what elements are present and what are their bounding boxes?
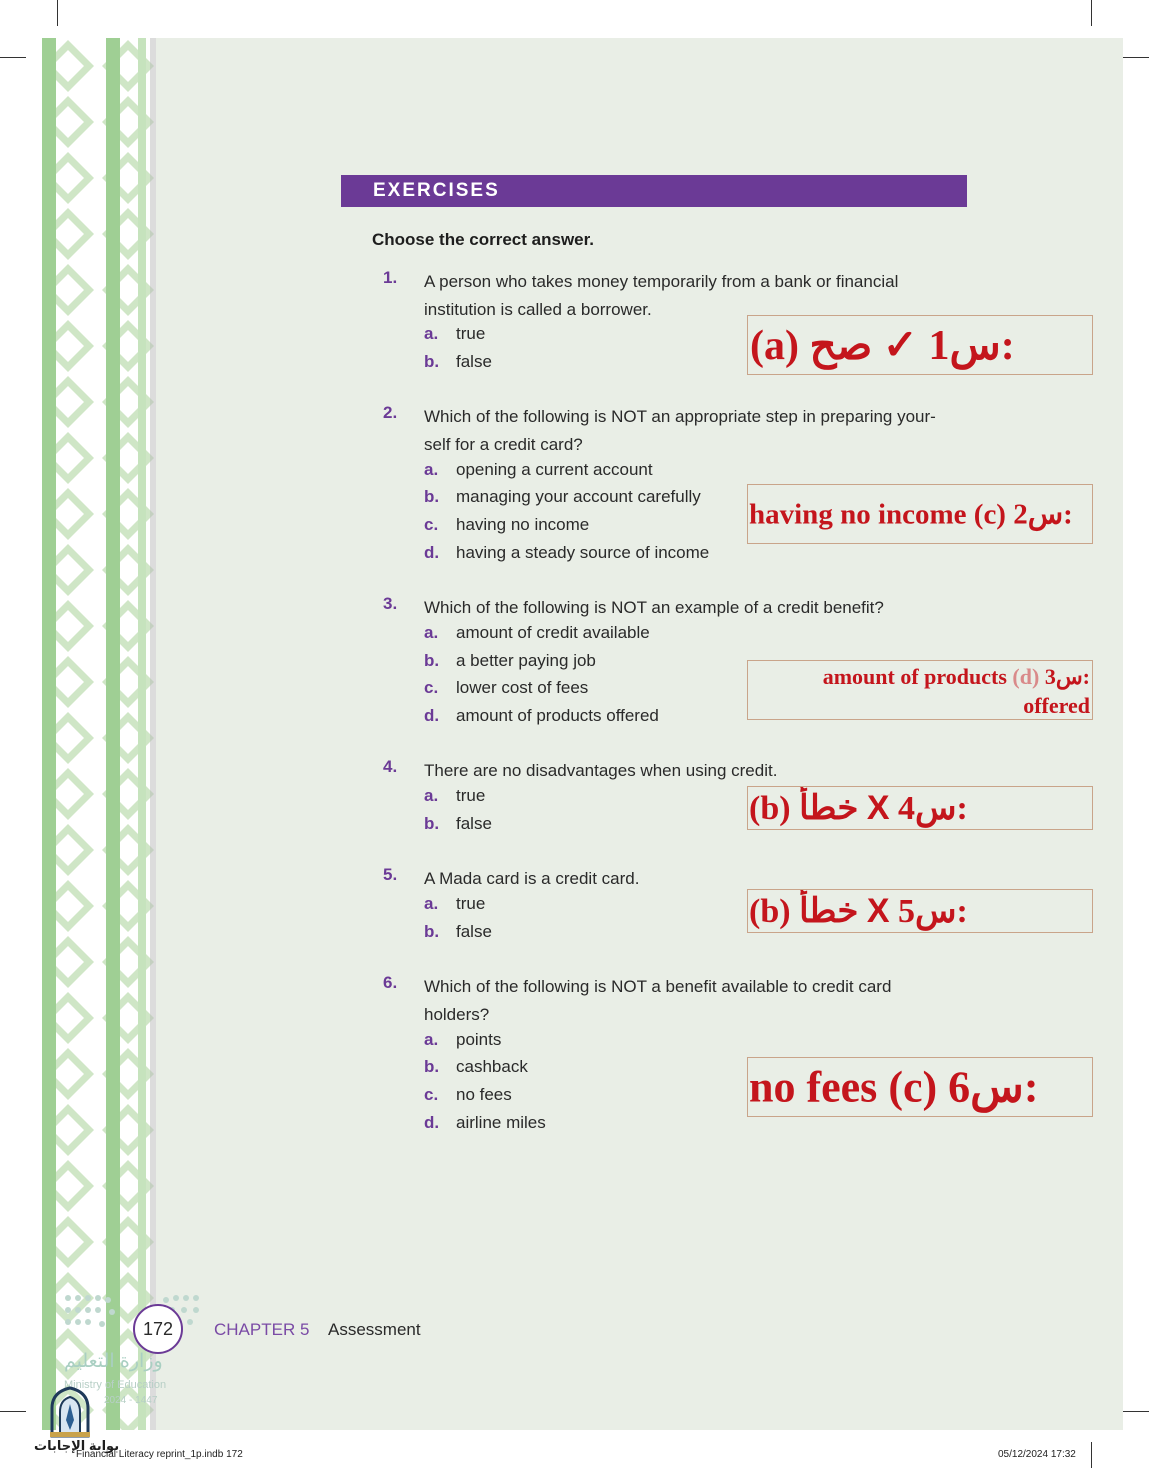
crop-mark bbox=[0, 1411, 26, 1412]
option-b: b. false bbox=[424, 922, 492, 941]
chapter-label: CHAPTER 5 bbox=[214, 1320, 310, 1339]
option-d: d. airline miles bbox=[424, 1113, 546, 1132]
question-number: 2. bbox=[383, 403, 398, 422]
answer-box-6: no fees (c) س6: bbox=[747, 1057, 1093, 1117]
option-b: b. cashback bbox=[424, 1057, 528, 1076]
page-number-badge bbox=[133, 1304, 183, 1354]
exercises-title: EXERCISES bbox=[373, 180, 500, 201]
option-b: b. false bbox=[424, 352, 492, 371]
question-text: Which of the following is NOT a benefit available to credit card holders? bbox=[424, 977, 892, 1024]
site-logo-text: بوابة الإجابات bbox=[34, 1438, 120, 1453]
option-c: c. no fees bbox=[424, 1085, 512, 1104]
answer-box-5: (b) خطأ X س5: bbox=[747, 889, 1093, 933]
option-b: b. false bbox=[424, 814, 492, 833]
check-mark-icon: ✓ bbox=[882, 323, 918, 369]
option-a: a. true bbox=[424, 894, 486, 913]
option-c: c. lower cost of fees bbox=[424, 678, 589, 697]
answer-box-4: (b) خطأ X س4: bbox=[747, 786, 1093, 830]
question-number: 5. bbox=[383, 865, 398, 884]
page-number: 172 bbox=[142, 1319, 174, 1339]
option-c: c. having no income bbox=[424, 515, 590, 534]
site-logo-icon bbox=[46, 1386, 94, 1438]
question-number: 4. bbox=[383, 757, 398, 776]
crop-mark bbox=[0, 57, 26, 58]
instruction-text: Choose the correct answer. bbox=[372, 230, 595, 249]
ministry-name-arabic: وزارة التعليم bbox=[64, 1351, 163, 1372]
option-b: b. a better paying job bbox=[424, 651, 596, 670]
option-a: a. opening a current account bbox=[424, 460, 653, 479]
cross-mark-icon: X bbox=[866, 789, 890, 827]
crop-mark bbox=[1091, 0, 1092, 26]
answer-box-1: (a) صح ✓ س1: bbox=[747, 315, 1093, 375]
print-slug-date: 05/12/2024 17:32 bbox=[998, 1449, 1076, 1460]
crop-mark bbox=[1091, 1442, 1092, 1468]
option-a: a. true bbox=[424, 786, 486, 805]
ministry-name-english: Ministry of Education bbox=[64, 1379, 167, 1391]
crop-mark bbox=[1123, 1411, 1149, 1412]
option-d: d. amount of products offered bbox=[424, 706, 659, 725]
question-number: 3. bbox=[383, 594, 398, 613]
question-number: 1. bbox=[383, 268, 398, 287]
question-number: 6. bbox=[383, 973, 398, 992]
question-text: A Mada card is a credit card. bbox=[424, 869, 640, 888]
option-d: d. having a steady source of income bbox=[424, 543, 710, 562]
answer-box-2: having no income (c) س2: bbox=[747, 484, 1093, 544]
diamond-pattern bbox=[38, 38, 156, 1430]
ministry-year: 2024 - 1447 bbox=[104, 1395, 158, 1406]
crop-mark bbox=[1123, 57, 1149, 58]
option-a: a. amount of credit available bbox=[424, 623, 650, 642]
print-slug-file: Financial Literacy reprint_1p.indb 172 bbox=[76, 1449, 243, 1460]
question-text: Which of the following is NOT an appropriate step in preparing your- self for a credit card? bbox=[424, 407, 936, 454]
content-panel bbox=[156, 38, 1123, 1430]
option-b: b. managing your account carefully bbox=[424, 487, 701, 506]
question-text: Which of the following is NOT an example of a credit benefit? bbox=[424, 598, 884, 617]
cross-mark-icon: X bbox=[866, 892, 890, 930]
decorative-pattern-strip bbox=[38, 38, 156, 1430]
answer-box-3: amount of products (d) س3: offered bbox=[747, 660, 1093, 720]
option-a: a. points bbox=[424, 1030, 502, 1049]
question-text: There are no disadvantages when using credit. bbox=[424, 761, 778, 780]
question-text: A person who takes money temporarily from a bank or financial institution is called a borrower. bbox=[424, 272, 899, 319]
exercises-header bbox=[341, 175, 967, 207]
option-a: a. true bbox=[424, 324, 486, 343]
section-label: Assessment bbox=[328, 1320, 421, 1339]
crop-mark bbox=[57, 0, 58, 26]
